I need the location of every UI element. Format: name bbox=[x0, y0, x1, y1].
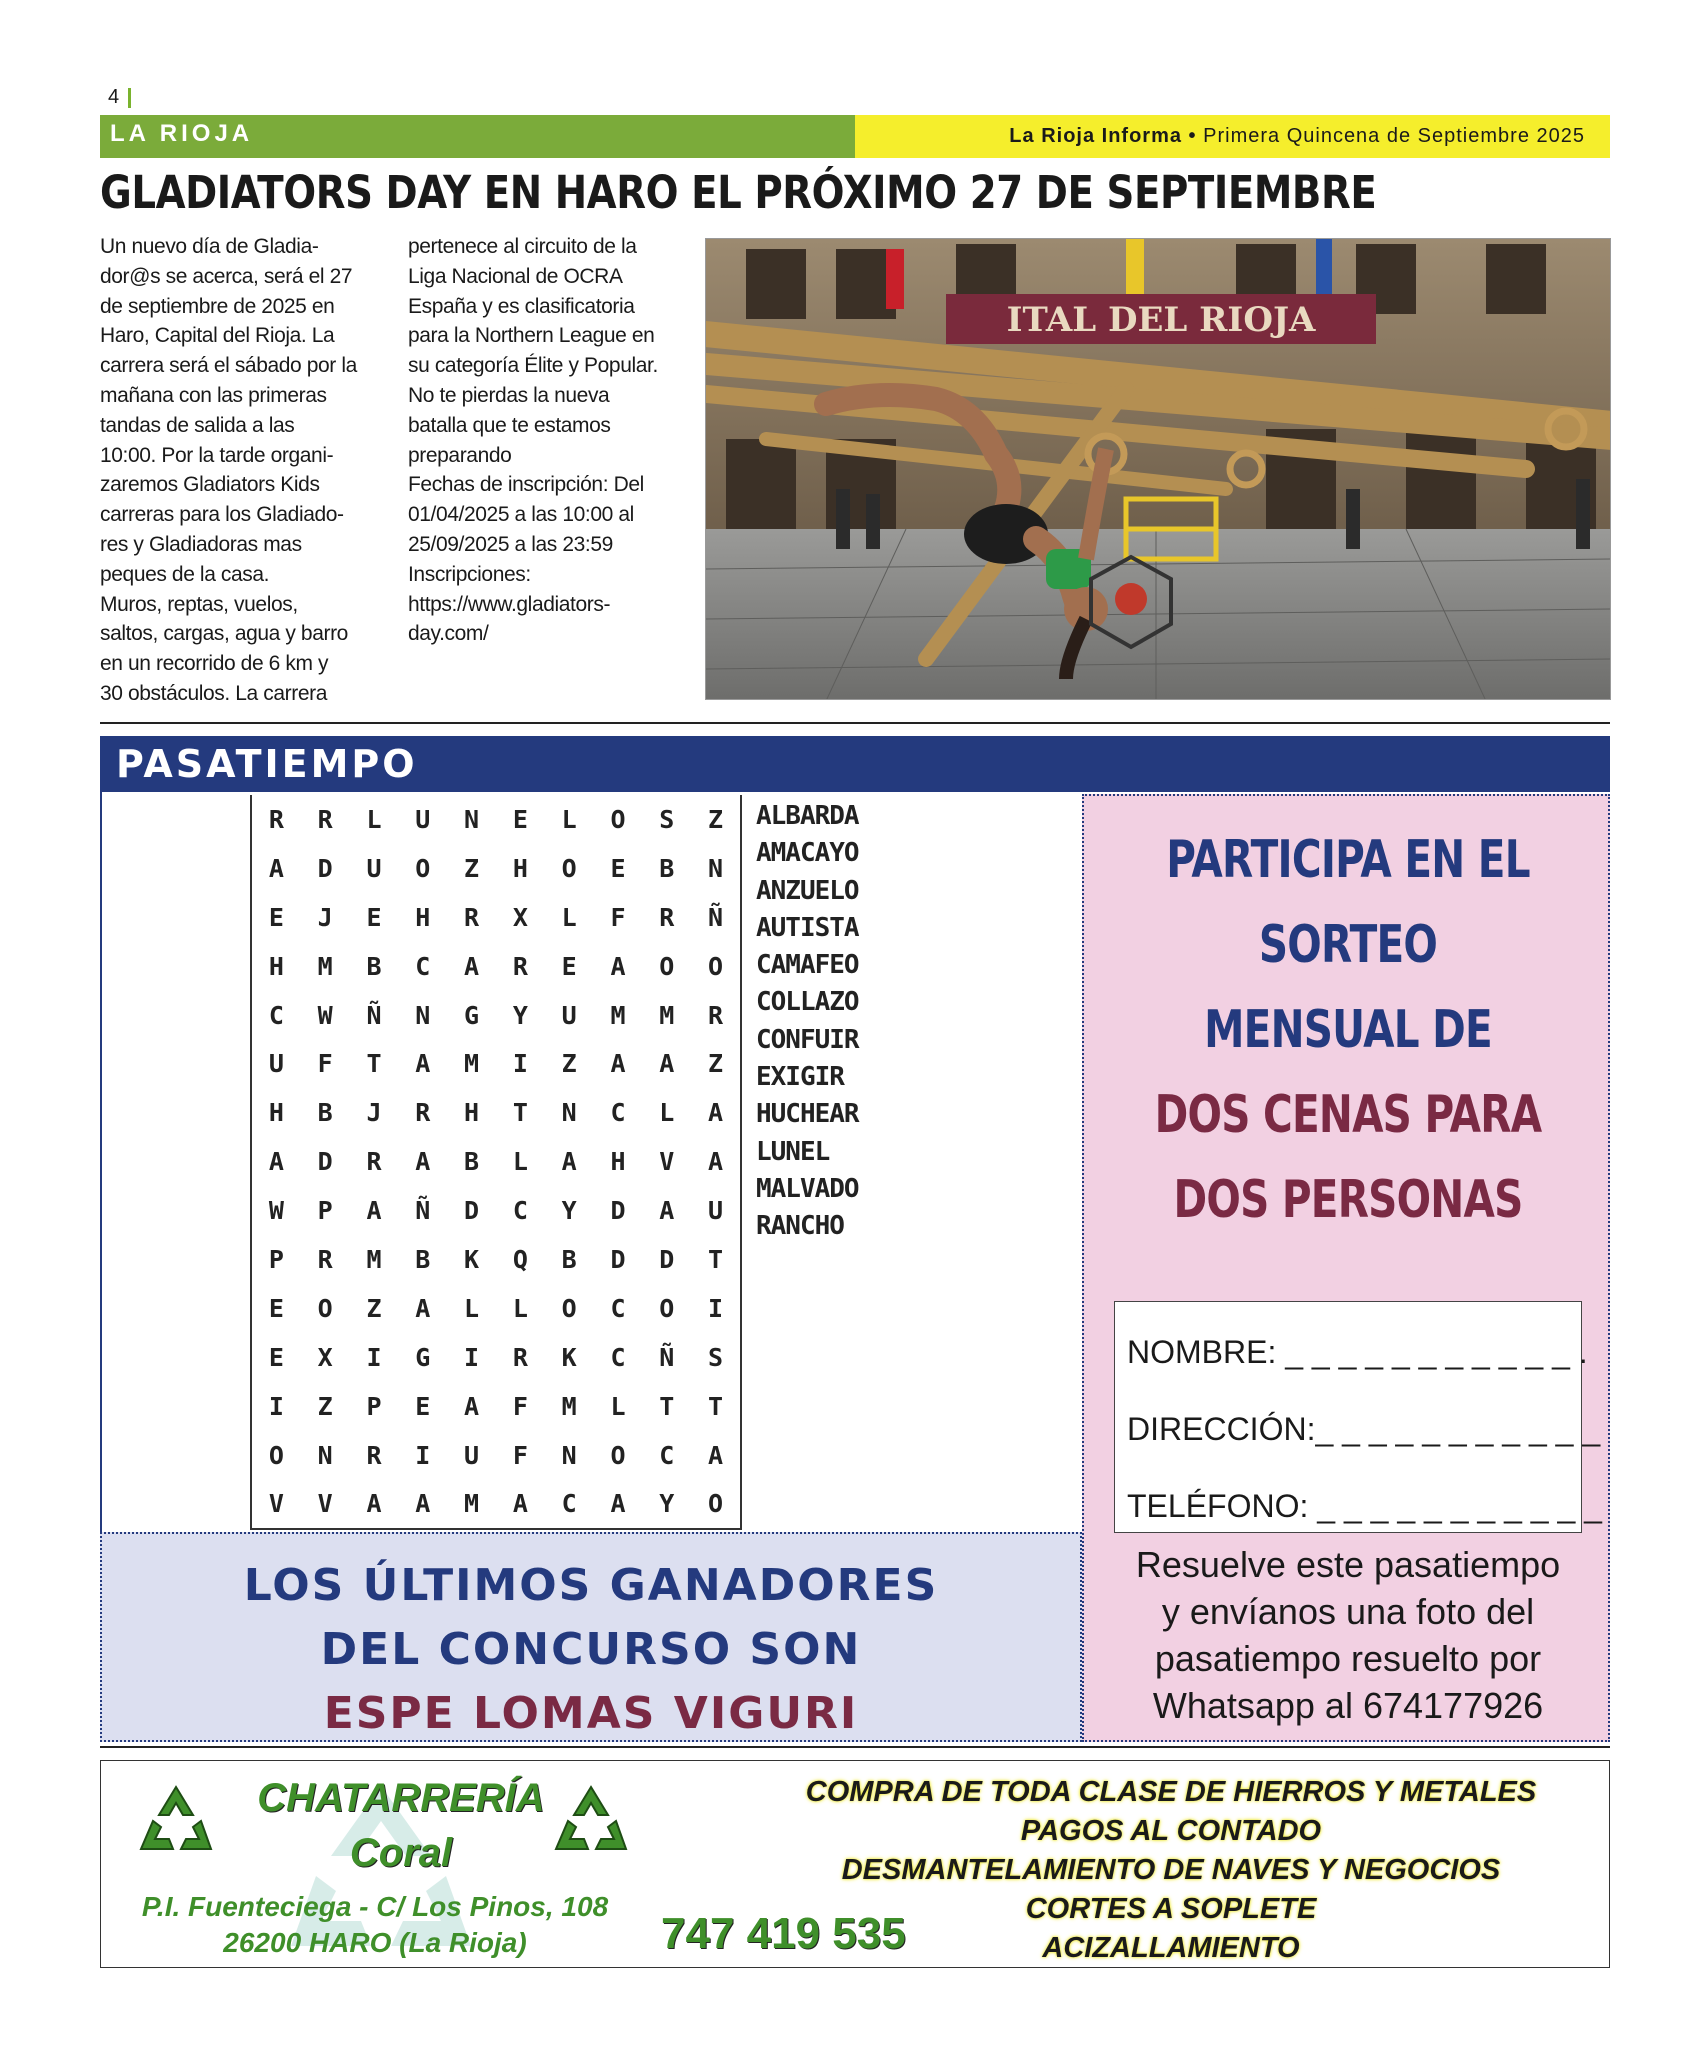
grid-cell[interactable]: R bbox=[512, 951, 528, 981]
section-divider-bottom bbox=[100, 1746, 1610, 1748]
grid-cell[interactable]: R bbox=[366, 1440, 382, 1470]
publication-info bbox=[855, 115, 1610, 158]
grid-cell[interactable]: Z bbox=[366, 1293, 382, 1323]
contest-title bbox=[1084, 818, 1612, 1243]
grid-cell[interactable]: I bbox=[512, 1049, 528, 1079]
grid-cell[interactable]: K bbox=[561, 1342, 577, 1372]
word-list-item: RANCHO bbox=[756, 1211, 844, 1242]
ad-phone[interactable]: 747 419 535 bbox=[661, 1909, 906, 1958]
grid-cell[interactable]: A bbox=[415, 1489, 431, 1519]
grid-cell[interactable]: I bbox=[415, 1440, 431, 1470]
form-address-field[interactable]: DIRECCIÓN:_ _ _ _ _ _ _ _ _ _ _ bbox=[1127, 1411, 1601, 1447]
grid-cell[interactable]: A bbox=[512, 1489, 528, 1519]
grid-cell[interactable]: Ñ bbox=[366, 1000, 382, 1030]
ad-service-2: PAGOS AL CONTADO bbox=[1020, 1815, 1322, 1847]
grid-cell[interactable]: Z bbox=[317, 1391, 333, 1421]
grid-cell[interactable]: E bbox=[610, 853, 626, 883]
grid-cell[interactable]: Y bbox=[561, 1196, 577, 1226]
grid-cell[interactable]: V bbox=[659, 1147, 675, 1177]
grid-cell[interactable]: U bbox=[366, 853, 382, 883]
grid-cell[interactable]: G bbox=[464, 1000, 480, 1030]
grid-cell[interactable]: S bbox=[708, 1342, 724, 1372]
grid-cell[interactable]: C bbox=[268, 1000, 284, 1030]
instructions-line-4: Whatsapp al 674177926 bbox=[1152, 1685, 1544, 1726]
grid-cell[interactable]: A bbox=[659, 1196, 675, 1226]
grid-cell[interactable]: C bbox=[415, 951, 431, 981]
grid-cell[interactable]: R bbox=[415, 1098, 431, 1128]
grid-cell[interactable]: A bbox=[464, 951, 480, 981]
grid-cell[interactable]: K bbox=[464, 1244, 480, 1274]
ad-address bbox=[125, 1889, 625, 1961]
grid-cell[interactable]: U bbox=[708, 1196, 724, 1226]
grid-cell[interactable]: M bbox=[464, 1049, 480, 1079]
grid-row bbox=[252, 795, 740, 844]
winner-name: ESPE LOMAS VIGURI bbox=[323, 1688, 859, 1739]
grid-cell[interactable]: H bbox=[415, 902, 431, 932]
section-divider-top bbox=[100, 722, 1610, 724]
grid-cell[interactable]: L bbox=[610, 1391, 626, 1421]
grid-cell[interactable]: T bbox=[708, 1244, 724, 1274]
ad-address-line-1: P.I. Fuenteciega - C/ Los Pinos, 108 bbox=[141, 1891, 609, 1922]
contest-instructions bbox=[1084, 1541, 1612, 1729]
word-list-item: ALBARDA bbox=[756, 801, 859, 831]
grid-cell[interactable]: F bbox=[610, 902, 626, 932]
grid-cell[interactable]: C bbox=[610, 1342, 626, 1372]
grid-cell[interactable]: L bbox=[366, 804, 382, 834]
grid-cell[interactable]: L bbox=[512, 1147, 528, 1177]
grid-cell[interactable]: Z bbox=[708, 1049, 724, 1079]
grid-cell[interactable]: Ñ bbox=[659, 1342, 675, 1372]
grid-cell[interactable]: E bbox=[268, 902, 284, 932]
publication-name: La Rioja Informa bbox=[1009, 125, 1182, 147]
ad-service-4: CORTES A SOPLETE bbox=[1025, 1893, 1317, 1925]
page-number: 4 bbox=[108, 86, 120, 108]
grid-cell[interactable]: B bbox=[415, 1244, 431, 1274]
photo-sign-text: ITAL DEL RIOJA bbox=[1006, 300, 1316, 340]
grid-row bbox=[252, 1284, 740, 1333]
ad-services bbox=[741, 1773, 1601, 1968]
grid-cell[interactable]: R bbox=[659, 902, 675, 932]
winners-box bbox=[100, 1532, 1082, 1742]
grid-row bbox=[252, 1333, 740, 1382]
grid-row bbox=[252, 844, 740, 893]
grid-cell[interactable]: N bbox=[415, 1000, 431, 1030]
grid-cell[interactable]: A bbox=[268, 1147, 284, 1177]
word-list-item: CONFUIR bbox=[756, 1024, 859, 1055]
grid-cell[interactable]: A bbox=[415, 1049, 431, 1079]
grid-cell[interactable]: H bbox=[610, 1147, 626, 1177]
grid-cell[interactable]: A bbox=[708, 1098, 724, 1128]
grid-cell[interactable]: A bbox=[610, 1049, 626, 1079]
grid-cell[interactable]: Z bbox=[561, 1049, 577, 1079]
grid-cell[interactable]: C bbox=[561, 1489, 577, 1519]
article-column-1: Un nuevo día de Gladia- dor@s se acerca, será el 27 de septiembre de 2025 en Haro, Capital del Rioja. La carrera será el sábado por la mañana con las primeras tandas de salida a las 10:00. Por la tarde organi- zaremos Gladiators Kids carreras para los Gladiado- res y Gladiadoras mas peques de la casa. Muros, reptas, vuelos, saltos, cargas, agua y barro en un recorrido de 6 km y 30 obstáculos. La carrera bbox=[100, 235, 357, 705]
word-list-item: ANZUELO bbox=[756, 875, 859, 906]
winners-line-1: LOS ÚLTIMOS GANADORES bbox=[243, 1560, 939, 1611]
grid-row bbox=[252, 991, 740, 1040]
grid-cell[interactable]: O bbox=[317, 1293, 333, 1323]
grid-cell[interactable]: Z bbox=[464, 853, 480, 883]
grid-cell[interactable]: U bbox=[268, 1049, 284, 1079]
grid-cell[interactable]: D bbox=[464, 1196, 480, 1226]
grid-cell[interactable]: H bbox=[512, 853, 528, 883]
grid-cell[interactable]: M bbox=[561, 1391, 577, 1421]
grid-cell[interactable]: F bbox=[512, 1391, 528, 1421]
grid-cell[interactable]: H bbox=[268, 1098, 284, 1128]
grid-cell[interactable]: P bbox=[268, 1244, 284, 1274]
grid-cell[interactable]: E bbox=[415, 1391, 431, 1421]
grid-cell[interactable]: R bbox=[366, 1147, 382, 1177]
grid-cell[interactable]: E bbox=[268, 1293, 284, 1323]
grid-cell[interactable]: A bbox=[610, 951, 626, 981]
instructions-line-2: y envíanos una foto del bbox=[1161, 1591, 1535, 1632]
grid-cell[interactable]: M bbox=[610, 1000, 626, 1030]
grid-cell[interactable]: A bbox=[464, 1391, 480, 1421]
grid-cell[interactable]: B bbox=[366, 951, 382, 981]
grid-cell[interactable]: A bbox=[268, 853, 284, 883]
grid-cell[interactable]: P bbox=[317, 1196, 333, 1226]
grid-cell[interactable]: L bbox=[561, 804, 577, 834]
word-list-item: CAMAFEO bbox=[756, 950, 859, 981]
grid-cell[interactable]: S bbox=[659, 804, 675, 834]
word-list-item: MALVADO bbox=[756, 1173, 859, 1204]
grid-cell[interactable]: U bbox=[561, 1000, 577, 1030]
grid-cell[interactable]: B bbox=[561, 1244, 577, 1274]
grid-cell[interactable]: O bbox=[659, 951, 675, 981]
pasatiempo-header: PASATIEMPO bbox=[100, 736, 1610, 792]
contest-title-line-1: PARTICIPA EN EL SORTEO bbox=[1166, 830, 1530, 975]
winners-line-2: DEL CONCURSO SON bbox=[320, 1624, 862, 1675]
grid-cell[interactable]: L bbox=[512, 1293, 528, 1323]
grid-cell[interactable]: A bbox=[708, 1147, 724, 1177]
grid-cell[interactable]: W bbox=[317, 1000, 333, 1030]
word-list-item: AUTISTA bbox=[756, 912, 859, 943]
contest-title-line-2: MENSUAL DE bbox=[1204, 1000, 1492, 1060]
grid-cell[interactable]: Z bbox=[708, 804, 724, 834]
grid-cell[interactable]: I bbox=[366, 1342, 382, 1372]
grid-cell[interactable]: N bbox=[317, 1440, 333, 1470]
grid-cell[interactable]: Ñ bbox=[415, 1196, 431, 1226]
grid-row bbox=[252, 1186, 740, 1235]
article-column-2: pertenece al circuito de la Liga Nacional de OCRA España y es clasificatoria para la Northern League en su categoría Élite y Popular. No te pierdas la nueva batalla que te estamos preparando Fechas de inscripción: Del 01/04/2025 a las 10:00 al 25/09/2025 a las 23:59 Inscripciones: https://www.gladiators- day.com/ bbox=[408, 235, 658, 646]
grid-cell[interactable]: J bbox=[317, 902, 333, 932]
grid-row bbox=[252, 1479, 740, 1528]
grid-cell[interactable]: O bbox=[561, 853, 577, 883]
grid-cell[interactable]: O bbox=[708, 1489, 724, 1519]
grid-cell[interactable]: T bbox=[708, 1391, 724, 1421]
grid-cell[interactable]: I bbox=[708, 1293, 724, 1323]
contest-title-line-4: DOS PERSONAS bbox=[1173, 1170, 1523, 1230]
grid-cell[interactable]: L bbox=[464, 1293, 480, 1323]
header-separator: • bbox=[1182, 125, 1204, 147]
grid-cell[interactable]: F bbox=[317, 1049, 333, 1079]
gladiator-photo-illustration bbox=[706, 239, 1611, 700]
grid-cell[interactable]: O bbox=[610, 804, 626, 834]
edition-label: Primera Quincena de Septiembre 2025 bbox=[1203, 125, 1585, 147]
grid-cell[interactable]: M bbox=[464, 1489, 480, 1519]
grid-cell[interactable]: V bbox=[317, 1489, 333, 1519]
article-photo bbox=[705, 238, 1611, 700]
grid-cell[interactable]: C bbox=[610, 1098, 626, 1128]
grid-cell[interactable]: A bbox=[415, 1293, 431, 1323]
grid-cell[interactable]: Y bbox=[512, 1000, 528, 1030]
grid-cell[interactable]: G bbox=[415, 1342, 431, 1372]
grid-row bbox=[252, 1382, 740, 1431]
grid-row bbox=[252, 1137, 740, 1186]
ad-service-1: COMPRA DE TODA CLASE DE HIERROS Y METALES bbox=[805, 1776, 1537, 1808]
grid-cell[interactable]: V bbox=[268, 1489, 284, 1519]
grid-cell[interactable]: I bbox=[464, 1342, 480, 1372]
grid-cell[interactable]: I bbox=[268, 1391, 284, 1421]
grid-cell[interactable]: R bbox=[317, 804, 333, 834]
grid-cell[interactable]: O bbox=[659, 1293, 675, 1323]
grid-cell[interactable]: C bbox=[512, 1196, 528, 1226]
word-list-item: LUNEL bbox=[756, 1136, 830, 1167]
grid-cell[interactable]: O bbox=[610, 1440, 626, 1470]
grid-cell[interactable]: U bbox=[464, 1440, 480, 1470]
grid-cell[interactable]: N bbox=[708, 853, 724, 883]
grid-row bbox=[252, 1088, 740, 1137]
section-header bbox=[100, 115, 1610, 158]
word-list-item: COLLAZO bbox=[756, 987, 859, 1018]
grid-cell[interactable]: T bbox=[659, 1391, 675, 1421]
instructions-line-1: Resuelve este pasatiempo bbox=[1135, 1544, 1561, 1585]
grid-row bbox=[252, 942, 740, 991]
grid-cell[interactable]: D bbox=[610, 1196, 626, 1226]
article-headline: GLADIATORS DAY EN HARO EL PRÓXIMO 27 DE SEPTIEMBRE bbox=[100, 166, 1377, 219]
grid-cell[interactable]: U bbox=[415, 804, 431, 834]
grid-cell[interactable]: F bbox=[512, 1440, 528, 1470]
grid-cell[interactable]: O bbox=[561, 1293, 577, 1323]
grid-row bbox=[252, 893, 740, 942]
grid-cell[interactable]: R bbox=[464, 902, 480, 932]
ad-name-line-1: CHATARRERÍA bbox=[257, 1776, 545, 1820]
grid-cell[interactable]: M bbox=[317, 951, 333, 981]
grid-cell[interactable]: O bbox=[268, 1440, 284, 1470]
grid-cell[interactable]: M bbox=[659, 1000, 675, 1030]
grid-row bbox=[252, 1431, 740, 1480]
ad-service-5: ACIZALLAMIENTO bbox=[1042, 1932, 1300, 1964]
recycle-icon bbox=[131, 1779, 221, 1869]
entry-form bbox=[1114, 1301, 1602, 1533]
page-number-divider bbox=[128, 88, 131, 108]
contest-box bbox=[1082, 794, 1610, 1742]
grid-cell[interactable]: N bbox=[561, 1440, 577, 1470]
word-list-item: HUCHEAR bbox=[756, 1099, 859, 1130]
grid-cell[interactable]: D bbox=[317, 1147, 333, 1177]
grid-row bbox=[252, 1235, 740, 1284]
section-name: LA RIOJA bbox=[100, 115, 855, 158]
grid-cell[interactable]: E bbox=[268, 1342, 284, 1372]
grid-cell[interactable]: O bbox=[708, 951, 724, 981]
grid-cell[interactable]: R bbox=[268, 804, 284, 834]
grid-cell[interactable]: Q bbox=[512, 1244, 528, 1274]
grid-cell[interactable]: X bbox=[512, 902, 528, 932]
grid-row bbox=[252, 1039, 740, 1088]
word-list-item: AMACAYO bbox=[756, 838, 859, 869]
word-list-item: EXIGIR bbox=[756, 1062, 844, 1093]
ad-address-line-2: 26200 HARO (La Rioja) bbox=[223, 1927, 527, 1958]
grid-cell[interactable]: A bbox=[659, 1049, 675, 1079]
chatarreria-ad bbox=[100, 1760, 1610, 1968]
grid-cell[interactable]: N bbox=[464, 804, 480, 834]
grid-cell[interactable]: B bbox=[659, 853, 675, 883]
grid-cell[interactable]: L bbox=[659, 1098, 675, 1128]
grid-cell[interactable]: E bbox=[366, 902, 382, 932]
grid-cell[interactable]: H bbox=[268, 951, 284, 981]
grid-cell[interactable]: A bbox=[561, 1147, 577, 1177]
grid-cell[interactable]: T bbox=[366, 1049, 382, 1079]
grid-cell[interactable]: E bbox=[561, 951, 577, 981]
grid-cell[interactable]: A bbox=[415, 1147, 431, 1177]
grid-cell[interactable]: C bbox=[610, 1293, 626, 1323]
grid-cell[interactable]: L bbox=[561, 902, 577, 932]
ad-business-name bbox=[231, 1771, 571, 1881]
grid-cell[interactable]: B bbox=[464, 1147, 480, 1177]
grid-cell[interactable]: D bbox=[317, 853, 333, 883]
grid-cell[interactable]: Ñ bbox=[708, 902, 724, 932]
grid-cell[interactable]: C bbox=[659, 1440, 675, 1470]
grid-cell[interactable]: O bbox=[415, 853, 431, 883]
grid-cell[interactable]: A bbox=[366, 1196, 382, 1226]
contest-title-line-3: DOS CENAS PARA bbox=[1154, 1085, 1542, 1145]
grid-cell[interactable]: N bbox=[561, 1098, 577, 1128]
grid-cell[interactable]: J bbox=[366, 1098, 382, 1128]
grid-cell[interactable]: W bbox=[268, 1196, 284, 1226]
form-phone-field[interactable]: TELÉFONO: _ _ _ _ _ _ _ _ _ _ _ bbox=[1127, 1488, 1602, 1524]
grid-cell[interactable]: D bbox=[659, 1244, 675, 1274]
grid-cell[interactable]: R bbox=[512, 1342, 528, 1372]
word-search-grid bbox=[250, 795, 742, 1530]
grid-cell[interactable]: T bbox=[512, 1098, 528, 1128]
grid-cell[interactable]: B bbox=[317, 1098, 333, 1128]
grid-cell[interactable]: H bbox=[464, 1098, 480, 1128]
grid-cell[interactable]: E bbox=[512, 804, 528, 834]
grid-cell[interactable]: M bbox=[366, 1244, 382, 1274]
grid-cell[interactable]: D bbox=[610, 1244, 626, 1274]
grid-cell[interactable]: A bbox=[610, 1489, 626, 1519]
ad-service-3: DESMANTELAMIENTO DE NAVES Y NEGOCIOS bbox=[841, 1854, 1501, 1886]
instructions-line-3: pasatiempo resuelto por bbox=[1154, 1638, 1542, 1679]
grid-cell[interactable]: R bbox=[708, 1000, 724, 1030]
grid-cell[interactable]: A bbox=[708, 1440, 724, 1470]
grid-cell[interactable]: P bbox=[366, 1391, 382, 1421]
grid-cell[interactable]: R bbox=[317, 1244, 333, 1274]
grid-cell[interactable]: A bbox=[366, 1489, 382, 1519]
ad-name-line-2: Coral bbox=[349, 1831, 453, 1875]
grid-cell[interactable]: Y bbox=[659, 1489, 675, 1519]
form-name-field[interactable]: NOMBRE: _ _ _ _ _ _ _ _ _ _ _ . bbox=[1127, 1334, 1588, 1370]
word-list bbox=[756, 798, 859, 1246]
grid-cell[interactable]: X bbox=[317, 1342, 333, 1372]
